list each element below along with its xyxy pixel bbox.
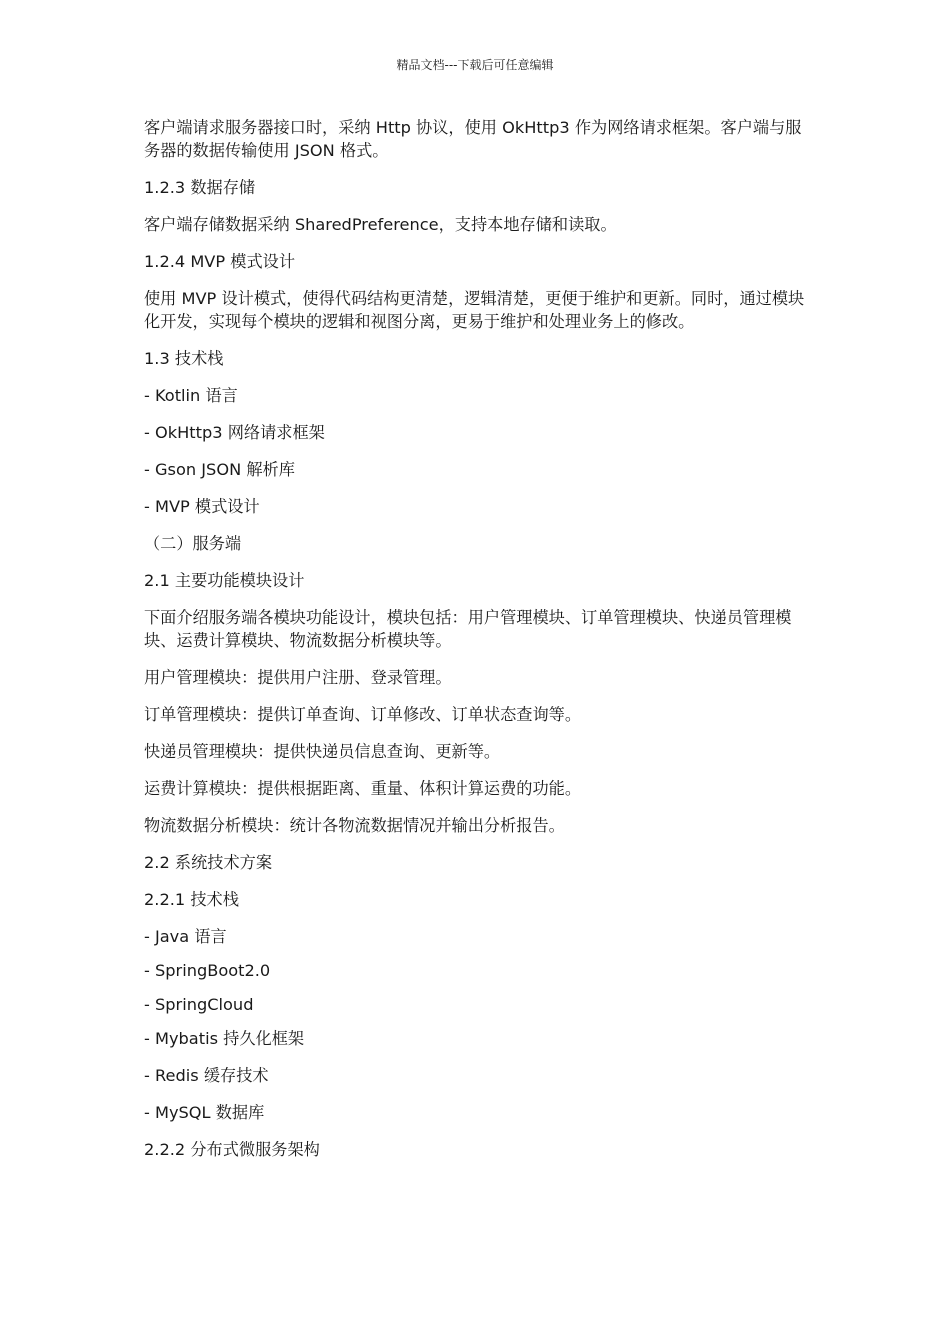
list-item: - Gson JSON 解析库: [144, 460, 295, 479]
paragraph: 客户端存储数据采纳 SharedPreference，支持本地存储和读取。: [144, 215, 617, 234]
paragraph: 订单管理模块：提供订单查询、订单修改、订单状态查询等。: [144, 705, 582, 724]
paragraph: 客户端请求服务器接口时，采纳 Http 协议，使用 OkHttp3 作为网络请求框架。客户端与服务器的数据传输使用 JSON 格式。: [144, 118, 802, 160]
document-body: [144, 116, 806, 1175]
section-heading: 2.2.2 分布式微服务架构: [144, 1140, 320, 1159]
paragraph: 用户管理模块：提供用户注册、登录管理。: [144, 668, 452, 687]
paragraph: 运费计算模块：提供根据距离、重量、体积计算运费的功能。: [144, 779, 582, 798]
section-heading: 2.1 主要功能模块设计: [144, 571, 305, 590]
list-item: - MySQL 数据库: [144, 1103, 265, 1122]
section-heading: 1.2.3 数据存储: [144, 178, 256, 197]
list-item: - OkHttp3 网络请求框架: [144, 423, 325, 442]
paragraph: 使用 MVP 设计模式，使得代码结构更清楚，逻辑清楚，更便于维护和更新。同时，通过模块化开发，实现每个模块的逻辑和视图分离，更易于维护和处理业务上的修改。: [144, 289, 805, 331]
list-item: - Mybatis 持久化框架: [144, 1029, 305, 1048]
paragraph: 下面介绍服务端各模块功能设计，模块包括：用户管理模块、订单管理模块、快递员管理模块、运费计算模块、物流数据分析模块等。: [144, 608, 792, 650]
section-heading: 1.3 技术栈: [144, 349, 224, 368]
page-header: 精品文档---下载后可任意编辑: [396, 58, 554, 72]
paragraph: 物流数据分析模块：统计各物流数据情况并输出分析报告。: [144, 816, 565, 835]
section-heading: 2.2 系统技术方案: [144, 853, 273, 872]
list-item: - Redis 缓存技术: [144, 1066, 269, 1085]
list-item: - Java 语言: [144, 927, 227, 946]
list-item: - SpringCloud: [144, 995, 254, 1014]
list-item: - SpringBoot2.0: [144, 961, 271, 980]
section-heading: （二）服务端: [144, 534, 242, 553]
list-item: - Kotlin 语言: [144, 386, 238, 405]
paragraph: 快递员管理模块：提供快递员信息查询、更新等。: [144, 742, 501, 761]
list-item: - MVP 模式设计: [144, 497, 260, 516]
section-heading: 1.2.4 MVP 模式设计: [144, 252, 296, 271]
section-heading: 2.2.1 技术栈: [144, 890, 239, 909]
